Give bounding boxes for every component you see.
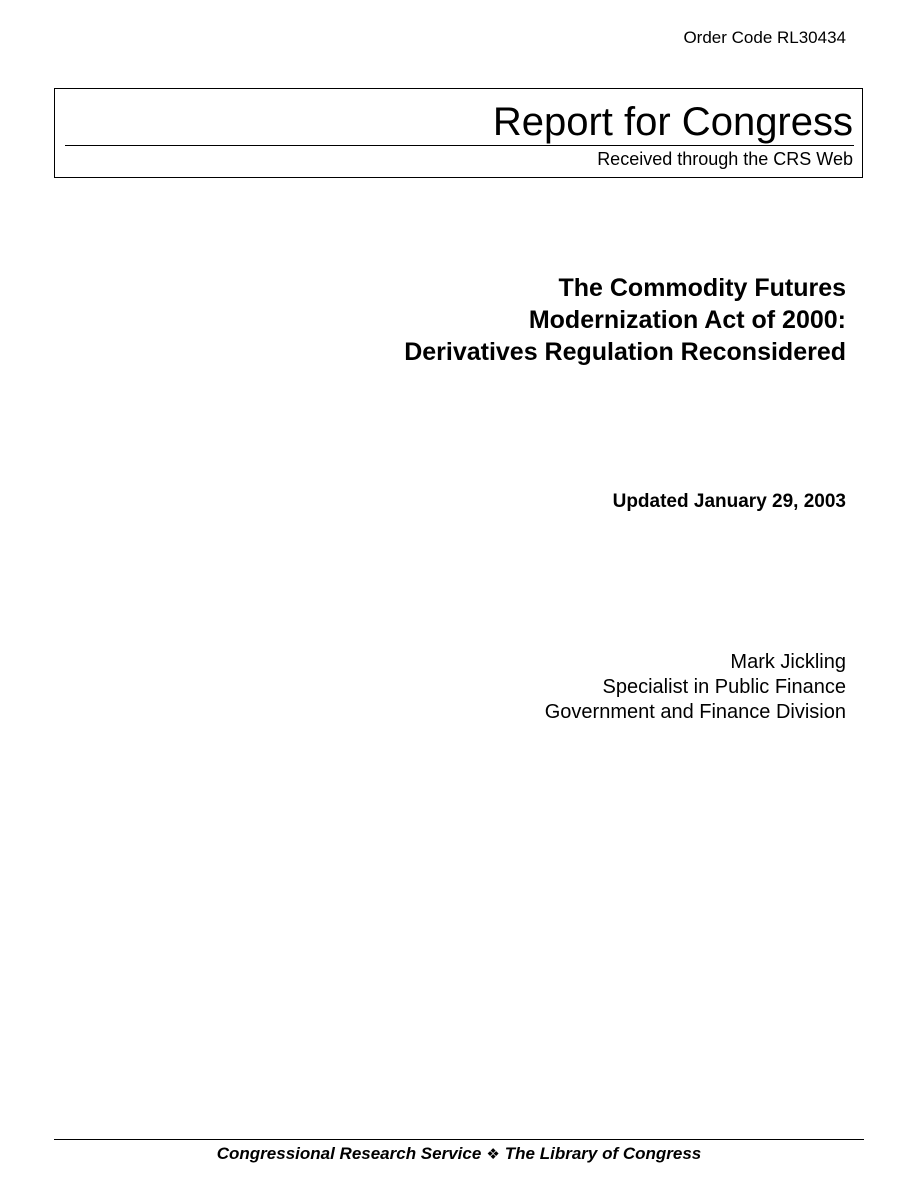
document-title-line: The Commodity Futures <box>558 274 846 302</box>
document-title-line: Modernization Act of 2000: <box>528 306 846 334</box>
footer <box>54 1144 864 1165</box>
author-name: Mark Jickling <box>730 651 846 673</box>
footer-left-text: Congressional Research Service <box>216 1144 482 1163</box>
order-code: Order Code RL30434 <box>683 28 846 47</box>
author-division: Government and Finance Division <box>544 701 846 723</box>
author-block <box>545 650 846 725</box>
footer-right-text: The Library of Congress <box>504 1144 702 1163</box>
report-title-rule <box>65 145 854 146</box>
report-subtitle: Received through the CRS Web <box>597 149 853 169</box>
author-position: Specialist in Public Finance <box>602 676 846 698</box>
report-header-box <box>54 88 863 178</box>
footer-rule <box>54 1139 864 1140</box>
document-title-line: Derivatives Regulation Reconsidered <box>404 338 846 366</box>
four-diamond-icon: ❖ <box>486 1146 500 1163</box>
document-title <box>404 272 846 368</box>
updated-date: Updated January 29, 2003 <box>612 491 846 512</box>
report-title: Report for Congress <box>492 100 853 144</box>
